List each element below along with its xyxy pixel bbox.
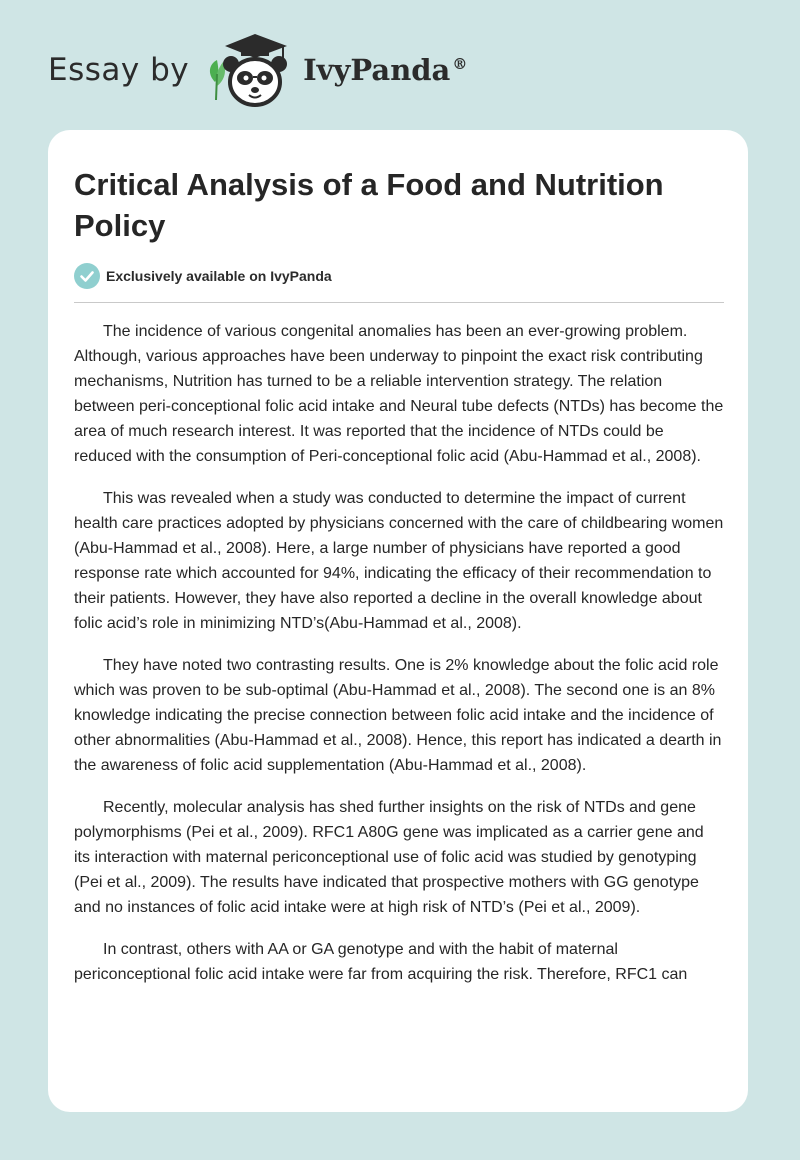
- paragraph: The incidence of various congenital anomalies has been an ever-growing problem. Although, various approaches have been underway to pinpoint the exact risk contributing mechanisms, Nutrition has turned to be a reliable intervention strategy. The relation between peri-conceptional folic acid intake and Neural tube defects (NTDs) has become the area of much research interest. It was reported that the incidence of NTDs could be reduced with the consumption of Peri-conceptional folic acid (Abu-Hammad et al., 2008).: [74, 323, 724, 465]
- paragraph: They have noted two contrasting results. One is 2% knowledge about the folic acid role which was proven to be sub-optimal (Abu-Hammad et al., 2008). The second one is an 8% knowledge indicating the precise connection between folic acid intake and the incidence of other abnormalities (Abu-Hammad et al., 2008). Hence, this report has indicated a dearth in the awareness of folic acid supplementation (Abu-Hammad et al., 2008).: [74, 657, 722, 774]
- essay-body: [74, 319, 724, 1099]
- essay-card: [48, 130, 748, 1112]
- brand-name: IvyPanda ®: [303, 53, 468, 87]
- exclusive-badge: [74, 263, 332, 289]
- divider: [74, 302, 724, 303]
- paragraph: In contrast, others with AA or GA genotype and with the habit of maternal periconceptional folic acid intake were far from acquiring the risk. Therefore, RFC1 can: [74, 941, 688, 983]
- paragraph: Recently, molecular analysis has shed further insights on the risk of NTDs and gene polymorphisms (Pei et al., 2009). RFC1 A80G gene was implicated as a carrier gene and its interaction with maternal periconceptional use of folic acid was studied by genotyping (Pei et al., 2009). The results have indicated that prospective mothers with GG genotype and no instances of folic acid intake were at high risk of NTD’s (Pei et al., 2009).: [74, 799, 704, 916]
- check-circle-icon: [74, 263, 100, 289]
- registered-mark: ®: [452, 55, 468, 74]
- brand-header[interactable]: [48, 30, 467, 110]
- brand-prefix: Essay by: [48, 52, 190, 88]
- page-title: Critical Analysis of a Food and Nutrition Policy: [74, 167, 664, 243]
- panda-logo-icon: [203, 30, 299, 110]
- exclusive-badge-label: Exclusively available on IvyPanda: [106, 268, 332, 284]
- paragraph: This was revealed when a study was conducted to determine the impact of current health care practices adopted by physicians concerned with the care of childbearing women (Abu-Hammad et al., 2008). Here, a large number of physicians have reported a good response rate which accounted for 94%, indicating the efficacy of their recommendation to their patients. However, they have also reported a decline in the overall knowledge about folic acid’s role in minimizing NTD’s(Abu-Hammad et al., 2008).: [74, 490, 724, 632]
